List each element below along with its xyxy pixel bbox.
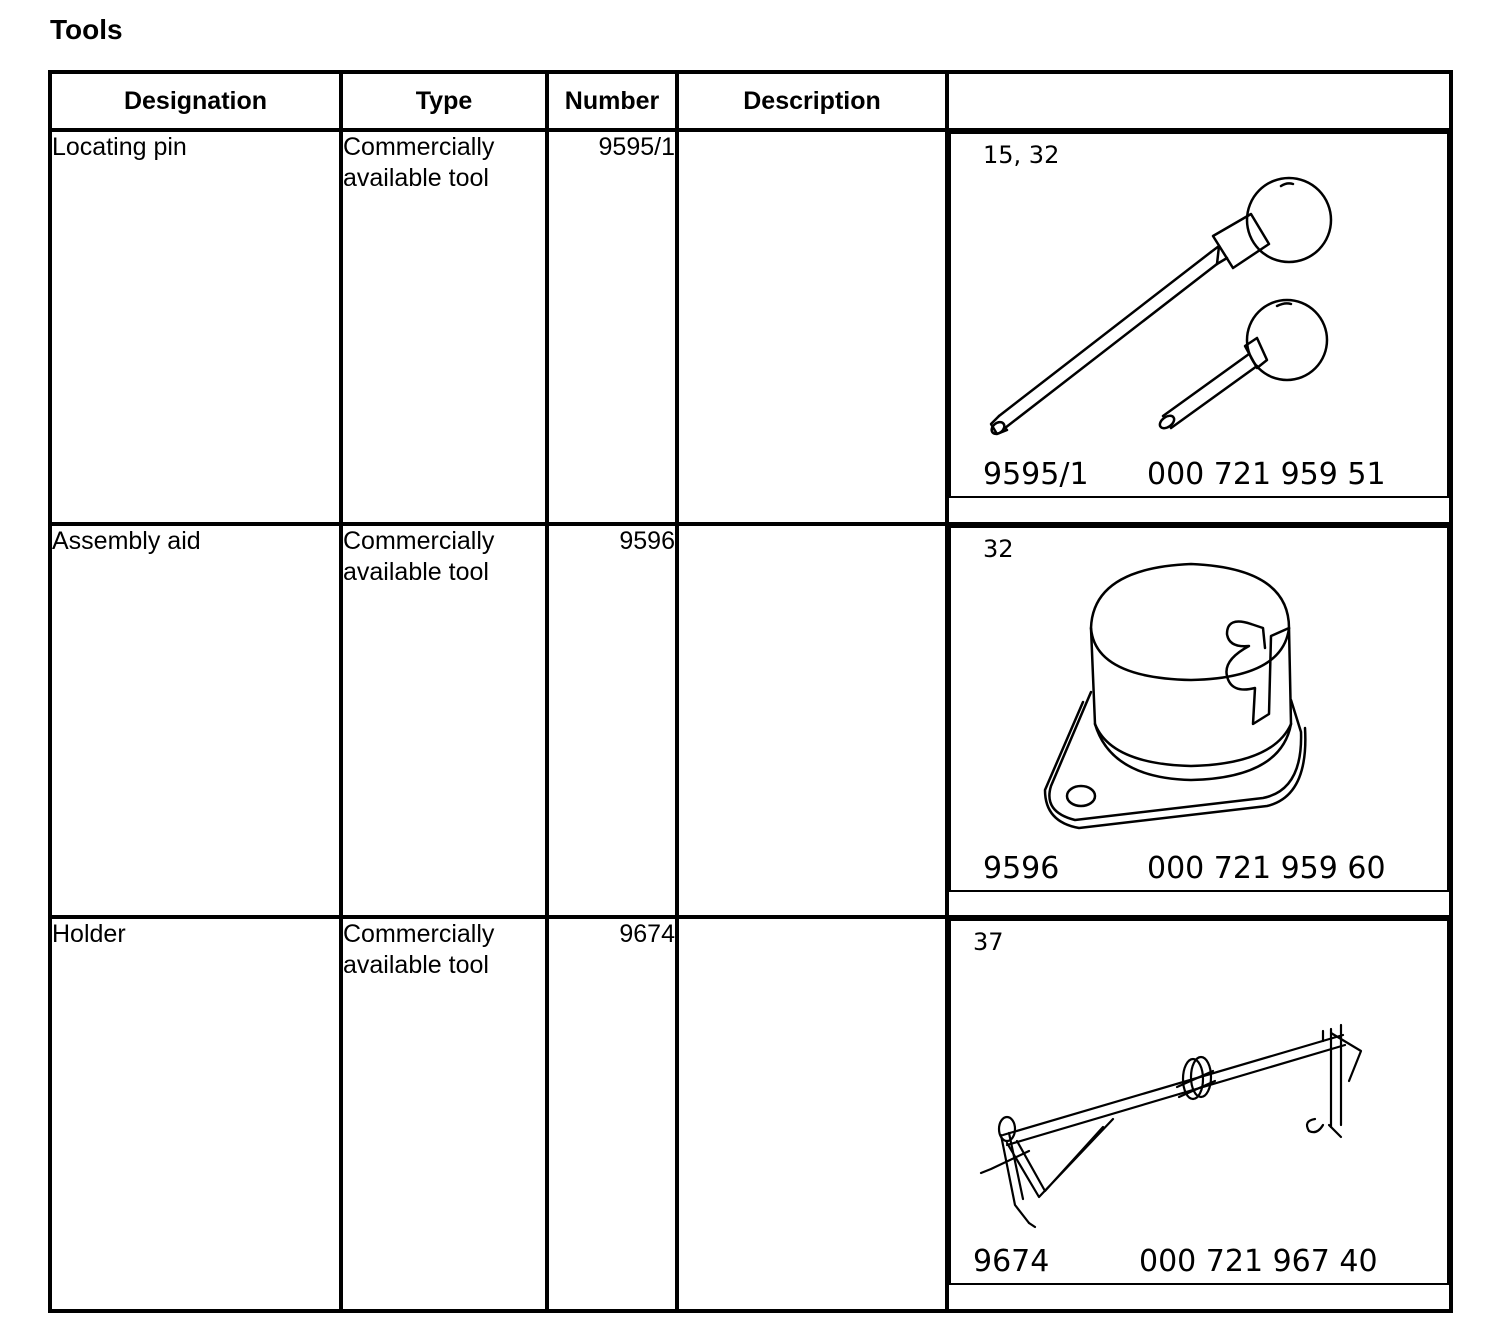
type-cell xyxy=(341,524,547,918)
illustration-tool-number: 9595/1 xyxy=(983,457,1089,492)
type-line: available tool xyxy=(343,164,489,192)
type-line: Commercially xyxy=(343,133,495,161)
page-title: Tools xyxy=(50,14,123,45)
assembly-aid-drawing-icon xyxy=(951,528,1405,890)
description-cell xyxy=(677,524,947,918)
illustration-cell xyxy=(947,524,1451,918)
number-cell: 9674 xyxy=(547,917,677,1311)
table-row xyxy=(50,130,1451,524)
type-cell xyxy=(341,917,547,1311)
number-cell: 9596 xyxy=(547,524,677,918)
table-row xyxy=(50,524,1451,918)
illustration-cell xyxy=(947,917,1451,1311)
header-number: Number xyxy=(547,72,677,130)
illustration-panel xyxy=(949,526,1449,892)
table-header-row xyxy=(50,72,1451,130)
illustration-page-ref: 32 xyxy=(983,534,1014,563)
illustration-page-ref: 15, 32 xyxy=(983,141,1060,169)
locating-pins-drawing-icon xyxy=(951,134,1405,496)
illustration-part-number: 000 721 959 51 xyxy=(1147,457,1386,492)
holder-drawing-icon xyxy=(951,921,1405,1283)
header-description: Description xyxy=(677,72,947,130)
designation-cell: Assembly aid xyxy=(50,524,341,918)
illustration-part-number: 000 721 967 40 xyxy=(1139,1244,1378,1280)
type-line: available tool xyxy=(343,951,489,980)
header-designation: Designation xyxy=(50,72,341,130)
description-cell xyxy=(677,917,947,1311)
type-cell xyxy=(341,130,547,524)
designation-cell: Locating pin xyxy=(50,130,341,524)
illustration-cell xyxy=(947,130,1451,524)
type-line: Commercially xyxy=(343,920,495,949)
header-illustration xyxy=(947,72,1451,130)
illustration-panel xyxy=(949,919,1449,1285)
illustration-part-number: 000 721 959 60 xyxy=(1147,850,1386,886)
description-cell xyxy=(677,130,947,524)
type-line: Commercially xyxy=(343,526,495,555)
tools-table xyxy=(48,70,1453,1313)
illustration-tool-number: 9674 xyxy=(973,1244,1050,1280)
number-cell: 9595/1 xyxy=(547,130,677,524)
designation-cell: Holder xyxy=(50,917,341,1311)
header-type: Type xyxy=(341,72,547,130)
table-row xyxy=(50,917,1451,1311)
illustration-panel xyxy=(949,132,1449,498)
illustration-page-ref: 37 xyxy=(973,928,1004,957)
illustration-tool-number: 9596 xyxy=(983,850,1060,886)
type-line: available tool xyxy=(343,557,489,586)
